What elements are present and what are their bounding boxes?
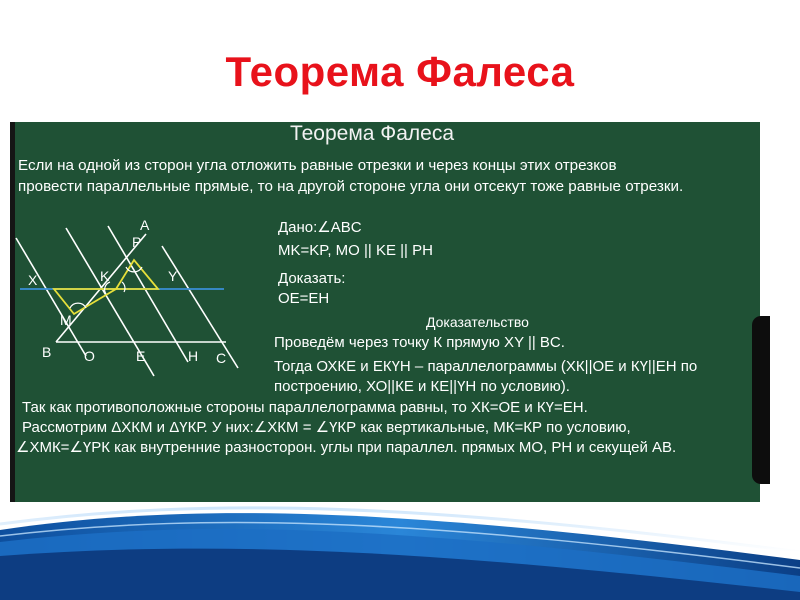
- prove-label: Доказать:: [278, 270, 346, 287]
- statement-line-2: провести параллельные прямые, то на другой стороне угла они отсекут тоже равные отрезки.: [18, 178, 684, 195]
- label-e: E: [136, 348, 146, 364]
- conclusion-line-1: Так как противоположные стороны параллелограмма равны, то ХК=ОЕ и КҮ=ЕН.: [22, 399, 588, 416]
- parallel-line-1: [16, 238, 86, 356]
- board-title: Теорема Фалеса: [289, 122, 455, 145]
- slide-title: Теорема Фалеса: [225, 48, 575, 95]
- label-x: X: [28, 272, 38, 288]
- proof-step-2-line-2: построению, ХО||КЕ и КЕ||ҮН по условию).: [274, 378, 570, 395]
- parallel-line-ph: [162, 246, 238, 368]
- given-block: [278, 218, 362, 236]
- label-c: C: [216, 350, 227, 366]
- label-y: Y: [168, 268, 178, 284]
- label-h: H: [188, 348, 199, 364]
- conclusion-line-3: ∠ХМК=∠ҮРК как внутренние разносторон. углы при параллел. прямых МО, РН и секущей АВ.: [16, 439, 677, 456]
- board-right-edge: [752, 316, 770, 484]
- chalkboard: [12, 122, 760, 502]
- prove-statement: OE=EH: [278, 290, 330, 307]
- label-o: O: [84, 348, 95, 364]
- conclusion-line-2: Рассмотрим ΔХКМ и ΔҮКР. У них:∠ХКМ = ∠ҮКР как вертикальные, МК=КР по условию,: [22, 419, 631, 436]
- proof-conclusion: [16, 398, 677, 458]
- label-m: M: [60, 312, 72, 328]
- label-b: B: [42, 344, 52, 360]
- angle-arc-k2: [122, 282, 125, 292]
- label-p: P: [132, 234, 142, 250]
- given-angle: ∠ABC: [317, 219, 362, 236]
- board-left-edge: [10, 122, 15, 502]
- label-a: A: [140, 217, 150, 233]
- proof-step-2-line-1: Тогда ОХКЕ и ЕКҮН – параллелограммы (ХК||ОЕ и КҮ||ЕН по: [274, 358, 698, 375]
- proof-step-1: Проведём через точку К прямую XY || BC.: [274, 334, 565, 351]
- label-k: K: [100, 268, 110, 284]
- given-conditions: MK=KP, MO || KE || PH: [278, 242, 433, 259]
- given-label: Дано:: [278, 219, 318, 236]
- proof-heading: Доказательство: [426, 314, 529, 330]
- statement-line-1: Если на одной из сторон угла отложить равные отрезки и через концы этих отрезков: [18, 157, 617, 174]
- decorative-wave: [0, 490, 800, 600]
- triangle-xkm: [54, 289, 116, 314]
